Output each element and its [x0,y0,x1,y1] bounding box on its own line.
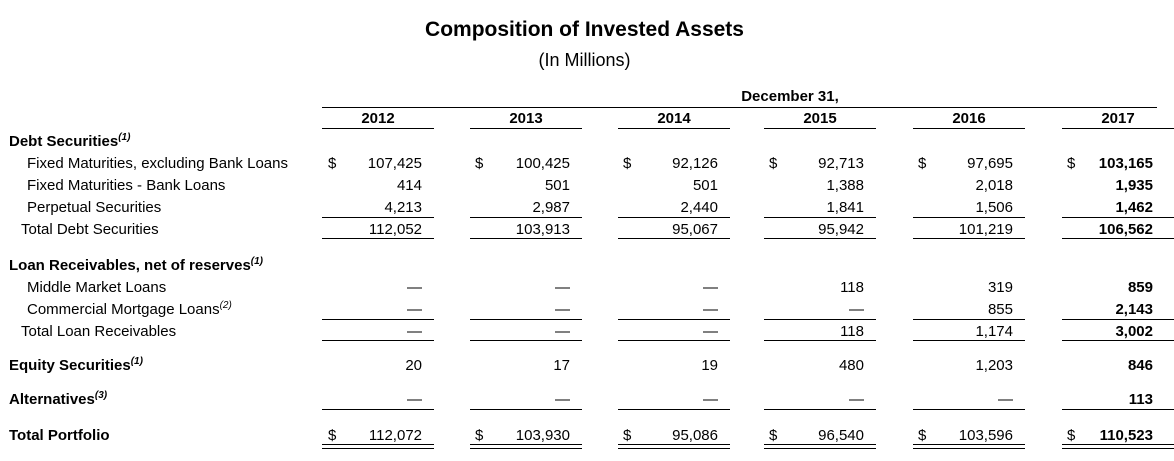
double-underline [618,444,730,449]
row-label [27,301,232,318]
currency-symbol: $ [769,427,778,444]
footnote-marker: (1) [118,132,131,143]
single-underline [764,409,876,410]
row-label-text: Total Debt Securities [21,221,159,238]
footnote-marker: (3) [94,390,108,401]
single-underline [470,340,582,341]
single-underline [913,340,1025,341]
single-underline [618,319,730,320]
year-header: 2014 [657,110,691,127]
row-label-text: Total Portfolio [9,427,110,444]
cell-value: — [555,391,570,408]
year-header: 2015 [803,110,837,127]
cell-value: 2,440 [680,199,718,216]
cell-value: 106,562 [1098,221,1153,238]
single-underline [322,340,434,341]
year-header: 2016 [952,110,986,127]
row-label-text: Total Loan Receivables [21,323,177,340]
row-label-text: Equity Securities [9,357,131,374]
cell-value: 110,523 [1099,427,1153,444]
currency-symbol: $ [918,155,927,172]
single-underline [322,319,434,320]
cell-value: 103,165 [1098,155,1153,172]
single-underline [470,217,582,218]
report-title: Composition of Invested Assets [425,18,744,41]
cell-value: 17 [553,357,570,374]
year-header-rule [1062,128,1174,129]
cell-value: — [703,391,718,408]
row-label [27,177,225,194]
currency-symbol: $ [1067,427,1076,444]
cell-value: — [407,301,422,318]
cell-value: 118 [840,323,864,340]
cell-value: 20 [405,357,422,374]
single-underline [470,238,582,239]
single-underline [470,319,582,320]
cell-value: 1,203 [975,357,1013,374]
cell-value: 1,462 [1115,199,1153,216]
single-underline [1062,409,1174,410]
single-underline [764,340,876,341]
cell-value: 112,072 [368,427,422,444]
cell-value: 107,425 [367,155,422,172]
row-label [9,427,110,444]
currency-symbol: $ [623,155,632,172]
single-underline [764,238,876,239]
row-label [27,155,288,172]
period-rule [322,107,1157,108]
cell-value: — [849,301,864,318]
year-header-rule [764,128,876,129]
row-label [9,133,130,150]
cell-value: 414 [396,177,422,194]
cell-value: 118 [840,279,864,296]
cell-value: 2,143 [1115,301,1153,318]
row-label-text: Debt Securities [9,133,119,150]
double-underline [1062,444,1174,449]
currency-symbol: $ [475,155,484,172]
row-label-text: Perpetual Securities [27,199,162,216]
cell-value: 95,086 [672,427,718,444]
row-label-text: Alternatives [9,391,95,408]
cell-value: 319 [987,279,1013,296]
cell-value: — [703,279,718,296]
footnote-marker: (1) [250,256,264,267]
year-header-rule [470,128,582,129]
double-underline [470,444,582,449]
row-label [27,279,166,296]
cell-value: 4,213 [384,199,422,216]
cell-value: — [555,323,570,340]
currency-symbol: $ [769,155,778,172]
row-label-text: Middle Market Loans [27,279,167,296]
cell-value: 846 [1127,357,1153,374]
single-underline [1062,340,1174,341]
single-underline [322,217,434,218]
currency-symbol: $ [1067,155,1076,172]
cell-value: 1,388 [826,177,864,194]
cell-value: 92,713 [818,155,864,172]
single-underline [618,238,730,239]
row-label [27,199,161,216]
row-label-text: Loan Receivables, net of reserves [9,257,251,274]
cell-value: — [407,391,422,408]
cell-value: 501 [692,177,718,194]
cell-value: 101,219 [958,221,1013,238]
year-header: 2012 [361,110,395,127]
cell-value: 3,002 [1115,323,1153,340]
currency-symbol: $ [328,427,337,444]
cell-value: 97,695 [967,155,1013,172]
year-header-rule [913,128,1025,129]
single-underline [1062,238,1174,239]
cell-value: 501 [544,177,570,194]
cell-value: 95,067 [672,221,718,238]
cell-value: 855 [987,301,1013,318]
cell-value: 2,018 [975,177,1013,194]
cell-value: 1,935 [1115,177,1153,194]
cell-value: 1,841 [826,199,864,216]
single-underline [913,409,1025,410]
single-underline [1062,319,1174,320]
footnote-marker: (1) [130,356,143,367]
single-underline [764,319,876,320]
single-underline [913,319,1025,320]
cell-value: — [703,323,718,340]
single-underline [764,217,876,218]
row-label [21,221,159,238]
period-header: December 31, [741,88,839,105]
cell-value: — [849,391,864,408]
cell-value: — [555,279,570,296]
row-label [9,391,107,408]
row-label-text: Commercial Mortgage Loans [27,301,220,318]
cell-value: 480 [838,357,864,374]
currency-symbol: $ [918,427,927,444]
cell-value: 100,425 [515,155,570,172]
cell-value: 96,540 [818,427,864,444]
cell-value: 1,506 [975,199,1013,216]
single-underline [1062,217,1174,218]
cell-value: 112,052 [368,221,422,238]
year-header-rule [322,128,434,129]
footnote-marker: (2) [219,300,232,311]
cell-value: 113 [1128,391,1153,408]
single-underline [618,409,730,410]
currency-symbol: $ [623,427,632,444]
cell-value: — [407,323,422,340]
cell-value: 92,126 [672,155,718,172]
year-header: 2013 [509,110,543,127]
row-label-text: Fixed Maturities, excluding Bank Loans [27,155,288,172]
single-underline [618,340,730,341]
cell-value: — [998,391,1013,408]
single-underline [618,217,730,218]
single-underline [322,238,434,239]
cell-value: 103,596 [958,427,1013,444]
double-underline [322,444,434,449]
row-label [9,357,143,374]
cell-value: 19 [701,357,718,374]
cell-value: 859 [1127,279,1153,296]
currency-symbol: $ [475,427,484,444]
double-underline [764,444,876,449]
row-label-text: Fixed Maturities - Bank Loans [27,177,226,194]
cell-value: 1,174 [975,323,1013,340]
cell-value: 103,930 [515,427,570,444]
year-header-rule [618,128,730,129]
single-underline [913,217,1025,218]
cell-value: 2,987 [532,199,570,216]
single-underline [913,238,1025,239]
row-label [21,323,176,340]
cell-value: — [555,301,570,318]
cell-value: — [703,301,718,318]
cell-value: 95,942 [818,221,864,238]
row-label [9,257,263,274]
single-underline [470,409,582,410]
cell-value: — [407,279,422,296]
report-subtitle: (In Millions) [538,50,631,70]
cell-value: 103,913 [515,221,570,238]
year-header: 2017 [1101,110,1135,127]
single-underline [322,409,434,410]
currency-symbol: $ [328,155,337,172]
double-underline [913,444,1025,449]
